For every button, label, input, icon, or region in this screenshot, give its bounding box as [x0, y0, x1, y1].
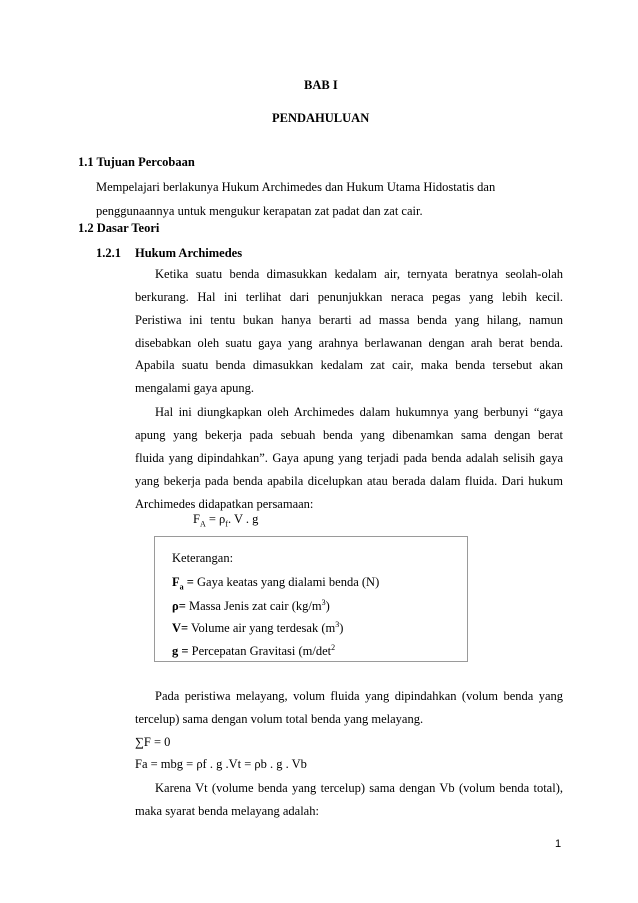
equation-sum-force: ∑F = 0	[135, 735, 171, 749]
page-number: 1	[555, 838, 562, 850]
para4-line-2: maka syarat benda melayang adalah:	[135, 804, 319, 818]
legend-item-fa: $F_a$ = Gaya keatas yang dialami benda (N)	[172, 575, 380, 592]
s11-line-1: Mempelajari berlakunya Hukum Archimedes dan Hukum Utama Hidostatis dan	[96, 180, 496, 194]
legend-title: Keterangan:	[172, 551, 234, 565]
chapter-title: PENDAHULUAN	[272, 111, 370, 125]
para2-line-5: Archimedes didapatkan persamaan:	[135, 497, 314, 511]
para2-line-2: apung yang bekerja pada sebuah benda yang dibenamkan sama dengan berat	[135, 428, 563, 442]
para4-line-1: Karena Vt (volume benda yang tercelup) sama dengan Vb (volum benda total),	[155, 781, 563, 795]
para1-line-5: Apabila suatu benda dimasukkan kedalam zat cair, maka benda tersebut akan	[135, 358, 563, 372]
legend-item-rho: ρ= Massa Jenis zat cair $(kg/m^3)$	[172, 598, 330, 614]
subsection-number: 1.2.1	[96, 246, 121, 260]
para1-line-6: mengalami gaya apung.	[135, 381, 255, 395]
section-heading-1-2: 1.2 Dasar Teori	[78, 221, 160, 235]
legend-item-g: g = Percepatan Gravitasi ($m/\det^2$	[172, 643, 336, 659]
s11-line-2: penggunaannya untuk mengukur kerapatan zat padat dan zat cair.	[96, 204, 423, 218]
equation-float: Fa = mbg = ρf . g .Vt = ρb . g . Vb	[135, 757, 307, 771]
legend-item-v: V= Volume air yang terdesak $(m^3)$	[172, 620, 344, 636]
para1-line-3: Peristiwa ini tentu bukan hanya berarti ad massa benda yang hilang, namun	[135, 313, 563, 327]
para3-line-1: Pada peristiwa melayang, volum fluida yang dipindahkan (volum benda yang	[155, 689, 563, 703]
para2-line-4: yang bekerja pada benda apabila dicelupkan atau berada dalam fluida. Dari hukum	[135, 474, 563, 488]
para1-line-1: Ketika suatu benda dimasukkan kedalam air, ternyata beratnya seolah-olah	[155, 267, 563, 281]
section-heading-1-1: 1.1 Tujuan Percobaan	[78, 155, 195, 169]
para2-line-1: Hal ini diungkapkan oleh Archimedes dalam hukumnya yang berbunyi “gaya	[155, 405, 563, 419]
para3-line-2: tercelup) sama dengan volum total benda yang melayang.	[135, 712, 424, 726]
para1-line-2: berkurang. Hal ini terlihat dari penunjukkan neraca pegas yang lebih kecil.	[135, 290, 563, 304]
para2-line-3: fluida yang dipindahkan”. Gaya apung yang terjadi pada benda adalah selisih gaya	[135, 451, 563, 465]
chapter-label: BAB I	[304, 78, 338, 92]
para1-line-4: disebabkan oleh suatu gaya yang arahnya berlawanan dengan arah berat benda.	[135, 336, 563, 350]
archimedes-formula: $F_A = \rho_f$. V . g	[193, 512, 259, 529]
subsection-title: Hukum Archimedes	[135, 246, 243, 260]
